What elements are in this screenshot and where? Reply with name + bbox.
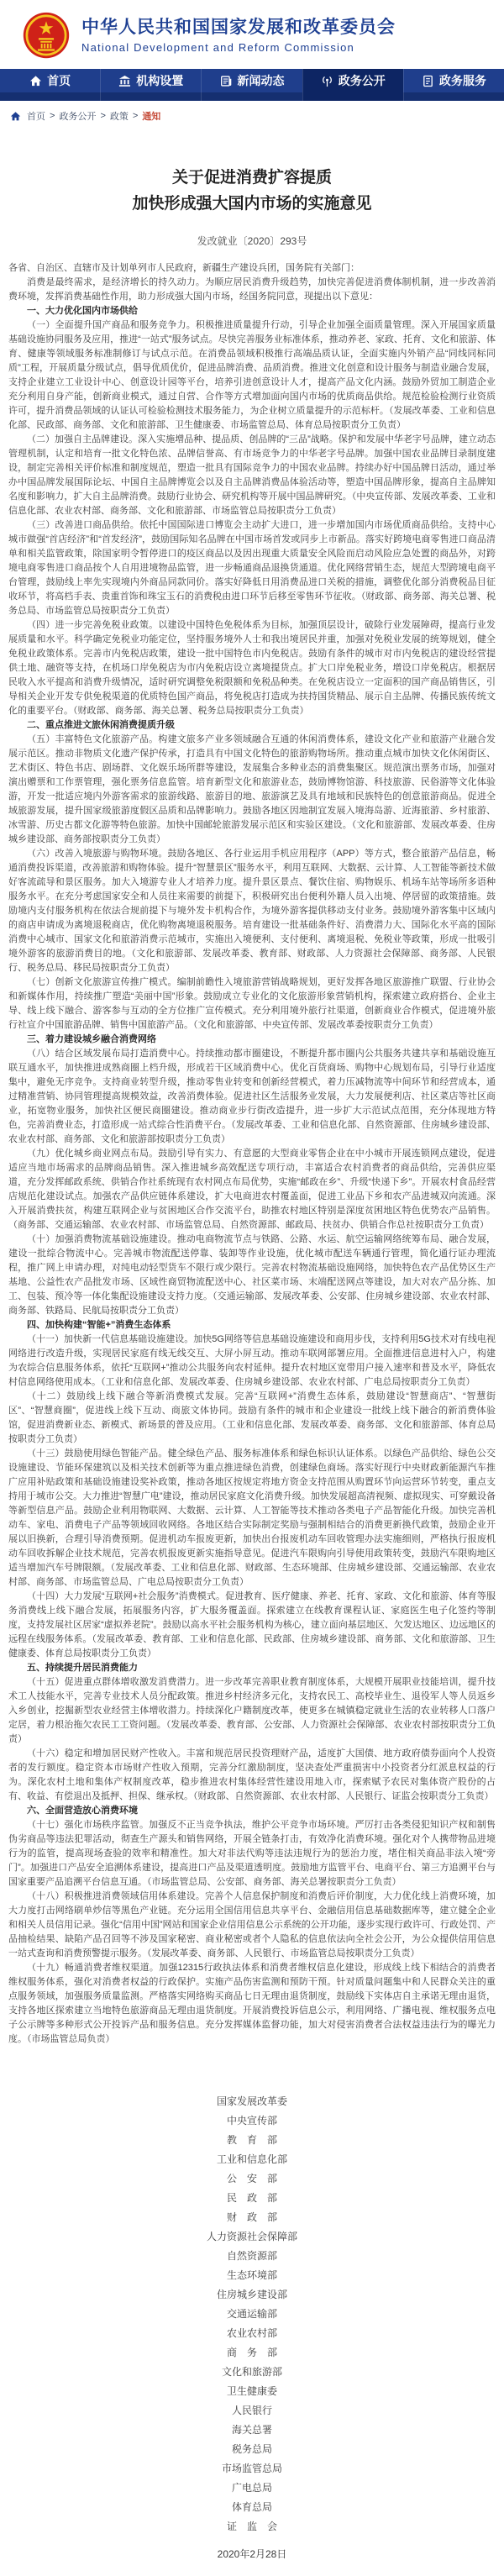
document-paragraph: （十）加强消费物流基础设施建设。推动电商物流节点与铁路、公路、水运、航空运输网络统筹布局、融合发展，建设一批综合物流中心。完善城市物流配送停靠、装卸等作业设施，优化城市配送车辆通行管理，简化通行证办理流程，推广网上申请办理，对纯电动轻型货车不限行或少限行。完善农村物流基础设施网络，加快特色农产品优势区生产基地、公益性农产品批发市场、区域性商贸物流配送中心、社区菜市场、末端配送网点等建设，加大对农产品分拣、加工、包装、预冷等一体化集配设施建设支持力度。（交通运输部、发展改革委、公安部、住房城乡建设部、农业农村部、商务部、铁路局、民航局按职责分工负责） [8,1234,496,1316]
article-body [8,261,496,2047]
nav-item-label: 政务公开 [338,74,386,87]
signatory-line: 中央宣传部 [226,2115,277,2127]
signatory-line: 财 政 部 [226,2211,277,2223]
signatory-line: 工业和信息化部 [216,2153,287,2165]
document-icon [422,75,434,87]
nav-item-service[interactable] [403,69,504,101]
breadcrumb-separator: > [50,111,55,121]
signatory-line: 教 育 部 [226,2134,277,2146]
home-icon [10,111,21,122]
document-paragraph: （六）改善入境旅游与购物环境。鼓励各地区、各行业运用手机应用程序（APP）等方式，整合旅游产品信息，畅通消费投诉渠道，改善旅游和购物体验。提升“智慧景区”服务水平，利用互联网、大数据、云计算、人工智能等新技术做好客流疏导和景区服务。加大入境游专业人才培养力度。提升景区景点、餐饮住宿、购物娱乐、机场车站等场所多语种服务水平。在充分考虑国家安全和人员往来需要的前提下，积极研究出台便利外籍人员入出境、停居留的政策措施。鼓励境内支付服务机构在依法合规前提下与境外发卡机构合作，为境外游客提供移动支付业务。鼓励境外游客集中区域内的商店申请成为离境退税商店，优化购物离境退税服务。培育建设一批基础条件好、消费潜力大、国际化水平高的国际消费中心城市、国家文化和旅游消费示范城市，实施出入境便利、支付便利、离境退税、免税业等政策，形成一批吸引境外游客的旅游消费目的地。（文化和旅游部、发展改革委、教育部、财政部、人力资源社会保障部、商务部、人民银行、税务总局、移民局按职责分工负责） [8,849,496,973]
document-paragraph: （十四）大力发展“互联网+社会服务”消费模式。促进教育、医疗健康、养老、托育、家政、文化和旅游、体育等服务消费线上线下融合发展，拓展服务内容，扩大服务覆盖面。探索建立在线教育课程认证、家庭医生电子化签约等制度，支持发展社区居家“虚拟养老院”。鼓励以高水平社会服务机构为核心，建立面向基层地区、欠发达地区、边远地区的远程在线服务体系。（发展改革委、教育部、工业和信息化部、民政部、住房城乡建设部、商务部、文化和旅游部、卫生健康委、体育总局按职责分工负责） [8,1591,496,1659]
institution-icon [118,75,131,87]
document-paragraph: （十七）强化市场秩序监管。加强反不正当竞争执法，维护公平竞争市场环境。严厉打击各类侵犯知识产权和制售伪劣商品等违法犯罪活动，彻查生产源头和销售网络，开展全链条打击，有效净化消费环境。强化对个人携带物品进境行为的监管，提高现场查验的效率和精准性。加大对非法代购等违法违规行为的惩治力度，堵住相关商品非法入境“旁门”。加强进口产品安全追溯体系建设，提高进口产品及渠道透明度。鼓励地方监管平台、电商平台、第三方追溯平台与国家重要产品追溯平台信息互通。（市场监管总局、公安部、商务部、海关总署按职责分工负责） [8,1820,496,1887]
signatory-line: 农业农村部 [226,2327,277,2339]
site-title: 中华人民共和国国家发展和改革委员会 [81,18,396,37]
document-paragraph: （二）加强自主品牌建设。深入实施增品种、提品质、创品牌的“三品”战略。保护和发展中华老字号品牌，建立动态管理机制，认定和培育一批文化特色浓、品牌信誉高、有市场竞争力的中华老字号品牌。加强中国农业品牌目录制度建设，制定完善相关评价标准和制度规范，塑造一批具有国际竞争力的中国农业品牌。持续办好中国品牌日活动，通过举办中国品牌发展国际论坛、中国自主品牌博览会以及自主品牌消费品体验活动等，塑造中国品牌形象，提高自主品牌知名度和影响力，扩大自主品牌消费。鼓励行业协会、研究机构等开展中国品牌研究。（中央宣传部、发展改革委、工业和信息化部、农业农村部、商务部、文化和旅游部、市场监管总局按职责分工负责） [8,434,496,516]
nav-item-open[interactable] [302,69,403,101]
document-paragraph: （十八）积极推进消费领域信用体系建设。完善个人信息保护制度和消费后评价制度，大力优化线上消费环境，加大力度打击网络刷单炒信等黑色产业链。充分运用全国信用信息共享平台、金融信用信息基础数据库等，建立健全企业和相关人员信用记录。强化“信用中国”网站和国家企业信用信息公示系统的公开功能，逐步实现行政许可、行政处罚、产品抽检结果、缺陷产品召回等不涉及国家秘密、商业秘密或者个人隐私的信息依法向全社会公开，为公众提供信用信息一站式查询和消费预警提示服务。（发展改革委、商务部、人民银行、市场监管总局按职责分工负责） [8,1891,496,1958]
signatory-line: 体育总局 [231,2501,272,2513]
document-paragraph: （十三）鼓励使用绿色智能产品。健全绿色产品、服务标准体系和绿色标识认证体系。以绿色产品供给、绿色公交设施建设、节能环保建筑以及相关技术创新等为重点推进绿色消费，创建绿色商场。落实好现行中央财政新能源汽车推广应用补贴政策和基础设施建设奖补政策，推动各地区按规定将地方资金支持范围从购置环节向运营环节转变，重点支持用于城市公交。大力推进“智慧广电”建设，推动居民家庭文化消费升级。加快发展超高清视频、虚拟现实、可穿戴设备等新型信息产品。鼓励企业利用物联网、大数据、云计算、人工智能等技术推动各类电子产品智能化升级。加快完善机动车、家电、消费电子产品等领域回收网络。各地区结合实际制定奖励与强制相结合的消费更新换代政策，鼓励企业开展以旧换新，合理引导消费预期。促进机动车报废更新，加快出台报废机动车回收管理办法实施细则，严格执行报废机动车回收拆解企业技术规范，完善农机报废更新实施指导意见。促进汽车限购向引导使用政策转变，鼓励汽车限购地区适当增加汽车号牌限额。（发展改革委、工业和信息化部、财政部、生态环境部、住房城乡建设部、交通运输部、农业农村部、商务部、市场监管总局、广电总局按职责分工负责） [8,1448,496,1587]
signature-block [8,2092,496,2537]
article-title-line2: 加快形成强大国内市场的实施意见 [132,195,372,213]
signatory-line: 市场监管总局 [221,2463,282,2474]
signatory-line: 证 监 会 [226,2521,277,2532]
section-heading: 五、持续提升居民消费能力 [27,1663,138,1673]
breadcrumb-current: 通知 [142,112,161,122]
breadcrumb-separator: > [132,111,139,121]
document-paragraph: （五）丰富特色文化旅游产品。构建文旅多产业多领域融合互通的休闲消费体系，建设文化产业和旅游产业融合发展示范区。推动非物质文化遗产保护传承，打造具有中国文化特色的旅游购物场所。推动重点城市加快文化休闲街区、艺术街区、特色书店、剧场群、文化娱乐场所群等建设，发展集合多种业态的消费集聚区。规范演出票务市场，加强对演出赠票和工作票管理，强化票务信息监管。培育新型文化和旅游业态，鼓励博物馆游、科技旅游、民俗游等文化体验游，开发一批适应境内外游客需求的旅游线路、旅游目的地、旅游演艺及具有地域和民族特色的创意旅游商品。促进全域旅游发展，提升国家级旅游度假区品质和品牌影响力。鼓励各地区因地制宜发展入境海岛游、近海旅游、乡村旅游、冰雪游、历史古都文化游等特色旅游。加快中国邮轮旅游发展示范区和实验区建设。（文化和旅游部、发展改革委、住房城乡建设部、商务部按职责分工负责） [8,734,496,844]
signatory-line: 商 务 部 [226,2347,277,2358]
document-paragraph: （九）优化城乡商业网点布局。鼓励引导有实力、有意愿的大型商业零售企业在中小城市开展连锁网点建设，促进适应当地市场需求的品牌商品销售。深入推进城乡高效配送专项行动，丰富适合农村消费者的商品供给，完善供应渠道，充分发挥邮政系统、供销合作社系统现有农村网点布局优势，实施“邮政在乡”、升级“快递下乡”。开展农村食品经营店规范化建设试点。加强农产品供应链体系建设，扩大电商进农村覆盖面，促进工业品下乡和农产品进城双向流通。深入开展消费扶贫，构建互联网企业与贫困地区合作交流平台，助推农村地区特别是深度贫困地区特色优势农产品销售。（商务部、交通运输部、农业农村部、市场监管总局、自然资源部、邮政局、扶贫办、供销合作总社按职责分工负责） [8,1149,496,1230]
signatory-line: 税务总局 [231,2443,272,2455]
document-paragraph: 消费是最终需求，是经济增长的持久动力。为顺应居民消费升级趋势，加快完善促进消费体制机制，进一步改善消费环境，发挥消费基础性作用，助力形成强大国内市场，经国务院同意，现提出以下意见： [8,277,496,302]
document-paragraph: （十五）促进重点群体增收激发消费潜力。进一步改革完善职业教育制度体系，大规模开展职业技能培训，提升技术工人技能水平，完善专业技术人员分配政策。推进乡村经济多元化，支持农民工、高校毕业生、退役军人等人员返乡入乡创业，挖掘新型农业经营主体增收潜力。持续深化户籍制度改革，使更多在城镇稳定就业生活的农业转移人口落户定居，着力根治拖欠农民工工资问题。（发展改革委、教育部、公安部、人力资源社会保障部、农业农村部按职责分工负责） [8,1677,496,1744]
document-paragraph: （三）改善进口商品供给。依托中国国际进口博览会主动扩大进口，进一步增加国内市场优质商品供给。支持中心城市做强“首店经济”和“首发经济”，鼓励国际知名品牌在中国市场首发或同步上市新品。落实好跨境电商零售进口商品清单和相关监管政策，除国家明令暂停进口的疫区商品以及因出现重大质量安全风险而启动风险应急处置的商品外，对跨境电商零售进口商品按个人自用进境物品监管，进一步畅通商品退换货通道。优化网络营销生态，规范大型跨境电商平台管理，鼓励线上率先实现境内外商品同款同价。落实好降低日用消费品进口关税的措施，调整优化部分消费税品目征收环节，将高档手表、贵重首饰和珠宝玉石的消费税由进口环节后移至零售环节征收。（财政部、商务部、海关总署、税务总局、市场监管总局按职责分工负责） [8,520,496,616]
nav-item-news[interactable] [201,69,302,101]
signatory-line: 人力资源社会保障部 [206,2231,297,2242]
signatory-line: 卫生健康委 [226,2385,277,2397]
section-heading: 二、重点推进文旅休闲消费提质升级 [27,720,175,730]
document-paragraph: （七）创新文化旅游宣传推广模式。编制前瞻性入境旅游营销战略规划，更好发挥各地区旅游推广联盟、行业协会和新媒体作用，持续推广塑造“美丽中国”形象。鼓励成立专业化的文化旅游形象营销机构，探索建立政府搭台、企业主导、线上线下融合、游客参与互动的全方位推广宣传模式。充分利用境外旅行社渠道，创新商业合作模式，促进境外旅行社宣介中国旅游品牌、销售中国旅游产品。（文化和旅游部、中央宣传部、发展改革委按职责分工负责） [8,977,496,1030]
article-title [8,165,496,217]
nav-item-home[interactable] [0,69,100,101]
nav-item-label: 首页 [47,74,71,87]
site-header [0,0,504,69]
document-paragraph: （一）全面提升国产商品和服务竞争力。积极推进质量提升行动，引导企业加强全面质量管理。深入开展国家质量基础设施协同服务及应用，推进“一站式”服务试点。尽快完善服务业标准体系，推动养老、家政、托育、文化和旅游、体育、健康等领域服务标准制修订与试点示范。在消费品领域积极推行高端品质认证，全面实施内外销产品“同线同标同质”工程，开展质量分级试点，倡导优质优价，促进品牌消费、品质消费。推进文化创意和设计服务与制造业融合发展，支持企业建立工业设计中心、创意设计园等平台，培养引进创意设计人才，提高产品文化内涵。鼓励外贸加工制造企业充分利用自身产能，创新商业模式，通过自营、合作等方式增加面向国内市场的优质商品供给。规范检验检测行业资质许可，提升消费品领域的认证认可检验检测技术服务能力，为企业树立质量提升的示范标杆。（发展改革委、工业和信息化部、民政部、商务部、文化和旅游部、卫生健康委、市场监管总局、体育总局按职责分工负责） [8,320,496,430]
section-heading: 四、加快构建“智能+”消费生态体系 [27,1320,171,1330]
breadcrumb-link[interactable]: 政策 [109,112,129,122]
document-paragraph: （四）进一步完善免税业政策。以建设中国特色免税体系为目标，加强顶层设计，破除行业发展障碍，提高行业发展质量和水平。科学确定免税业功能定位，坚持服务境外人士和我出境居民并重，加强对免税业发展的统筹规划，健全免税业政策体系。完善市内免税店政策，建设一批中国特色市内免税店。鼓励有条件的城市对市内免税店的建设经营提供土地、融资等支持，在机场口岸免税店为市内免税店设立离境提货点。扩大口岸免税业务，增设口岸免税店。根据居民收入水平提高和消费升级情况，适时研究调整免税限额和免税品种类。在免税店设立一定面积的国产商品销售区，引导相关企业开发专供免税渠道的优质特色国产商品，将免税店打造成为扶持国货精品、展示自主品牌、传播民族传统文化的重要平台。（财政部、商务部、海关总署、税务总局按职责分工负责） [8,620,496,716]
news-icon [220,75,233,87]
document-paragraph: （十二）鼓励线上线下融合等新消费模式发展。完善“互联网+”消费生态体系，鼓励建设“智慧商店”、“智慧街区”、“智慧商圈”，促进线上线下互动、商旅文体协同。鼓励有条件的城市和企业建设一批线上线下融合的新消费体验馆，促进消费新业态、新模式、新场景的普及应用。（工业和信息化部、发展改革委、商务部、文化和旅游部、体育总局按职责分工负责） [8,1391,496,1444]
signatory-line: 人民银行 [231,2405,272,2416]
signatory-line: 广电总局 [231,2482,272,2494]
article [0,165,504,2576]
article-title-line1: 关于促进消费扩容提质 [171,169,332,187]
nav-item-label: 机构设置 [136,74,184,87]
national-emblem-logo[interactable] [22,11,71,60]
document-paragraph: 各省、自治区、直辖市及计划单列市人民政府，新疆生产建设兵团，国务院有关部门： [8,263,360,273]
signatory-line: 海关总署 [231,2424,272,2436]
site-banner-titles [81,17,396,54]
signatory-line: 国家发展改革委 [216,2095,287,2107]
section-heading: 六、全面营造放心消费环境 [27,1806,138,1816]
breadcrumb [0,101,504,129]
document-paragraph: （十一）加快新一代信息基础设施建设。加快5G网络等信息基础设施建设和商用步伐，支持利用5G技术对有线电视网络进行改造升级，实现居民家庭有线无线交互、大屏小屏互动。推动车联网部署应用。全面推进信息进村入户，构建为农综合信息服务体系，依托“互联网+”推动公共服务向农村延伸。提升农村地区宽带用户接入速率和普及水平，降低农村信息网络使用成本。（工业和信息化部、发展改革委、住房城乡建设部、农业农村部、广电总局按职责分工负责） [8,1334,496,1387]
nav-item-label: 政务服务 [438,74,486,87]
signatory-line: 公 安 部 [226,2173,277,2184]
document-paragraph: （八）结合区域发展布局打造消费中心。持续推动都市圈建设，不断提升都市圈内公共服务共建共享和基础设施互联互通水平，加快推进成熟商圈上档升级，形成若干区域消费中心。优化百货商场、购物中心规划布局，引导行业适度集中，避免无序竞争。支持商业转型升级，推动零售业转变和创新经营模式，着力压减物流等中间环节和经营成本，通过精准营销、协同管理提高规模效益，改善消费体验。促进社区生活服务业发展，大力发展便利店、社区菜店等社区商业，拓宽物业服务，加快社区便民商圈建设。推动商业步行街改造提升，进一步扩大示范试点范围，充分体现地方特色，完善消费业态，打造形成一站式综合性消费平台。（发展改革委、工业和信息化部、自然资源部、住房城乡建设部、农业农村部、商务部、文化和旅游部按职责分工负责） [8,1049,496,1144]
signatory-line: 交通运输部 [226,2308,277,2320]
main-nav [0,69,504,101]
document-date: 2020年2月28日 [217,2548,287,2560]
nav-item-label: 新闻动态 [237,74,285,87]
signatory-line: 文化和旅游部 [221,2366,282,2378]
broadcast-icon [321,75,333,87]
signatory-line: 自然资源部 [226,2250,277,2262]
signatory-line: 住房城乡建设部 [216,2289,287,2300]
site-subtitle: National Development and Reform Commission [81,41,354,54]
breadcrumb-link[interactable]: 政务公开 [59,112,97,122]
signatory-line: 生态环境部 [226,2269,277,2281]
section-heading: 一、大力优化国内市场供给 [27,306,138,316]
doc-number: 发改就业〔2020〕293号 [197,235,307,247]
breadcrumb-separator: > [100,111,106,121]
document-paragraph: （十六）稳定和增加居民财产性收入。丰富和规范居民投资理财产品，适度扩大国债、地方政府债券面向个人投资者的发行额度。稳定资本市场财产性收入预期，完善分红激励制度，坚决查处严重损害中小投资者分红派息权益的行为。深化农村土地和集体产权制度改革，稳步推进农村集体经营性建设用地入市，探索赋予农民对集体资产股份的占有、收益、有偿退出及抵押、担保、继承权。（财政部、自然资源部、农业农村部、人民银行、证监会按职责分工负责） [8,1748,496,1801]
nav-item-orgs[interactable] [100,69,201,101]
document-paragraph: （十九）畅通消费者维权渠道。加强12315行政执法体系和消费者维权信息化建设，形成线上线下相结合的消费者维权服务体系，强化对消费者权益的行政保护。实施产品伤害监测和预防干预。针对质量问题集中和人民群众关注的重点服务领域，加强服务质量监测。严格落实网络购买商品七日无理由退货制度，鼓励线下实体店自主承诺无理由退货，支持各地区探索建立当地特色旅游商品无理由退货制度。开展消费投诉信息公示，利用网络、广播电视、维权服务点电子公示牌等多种形式公开投诉产品和服务信息。充分发挥媒体监督功能，加大对侵害消费者合法权益违法行为的曝光力度。（市场监管总局负责） [8,1963,496,2044]
home-icon [29,75,42,87]
section-heading: 三、着力建设城乡融合消费网络 [27,1034,156,1044]
signatory-line: 民 政 部 [226,2192,277,2204]
breadcrumb-link[interactable]: 首页 [27,112,45,122]
